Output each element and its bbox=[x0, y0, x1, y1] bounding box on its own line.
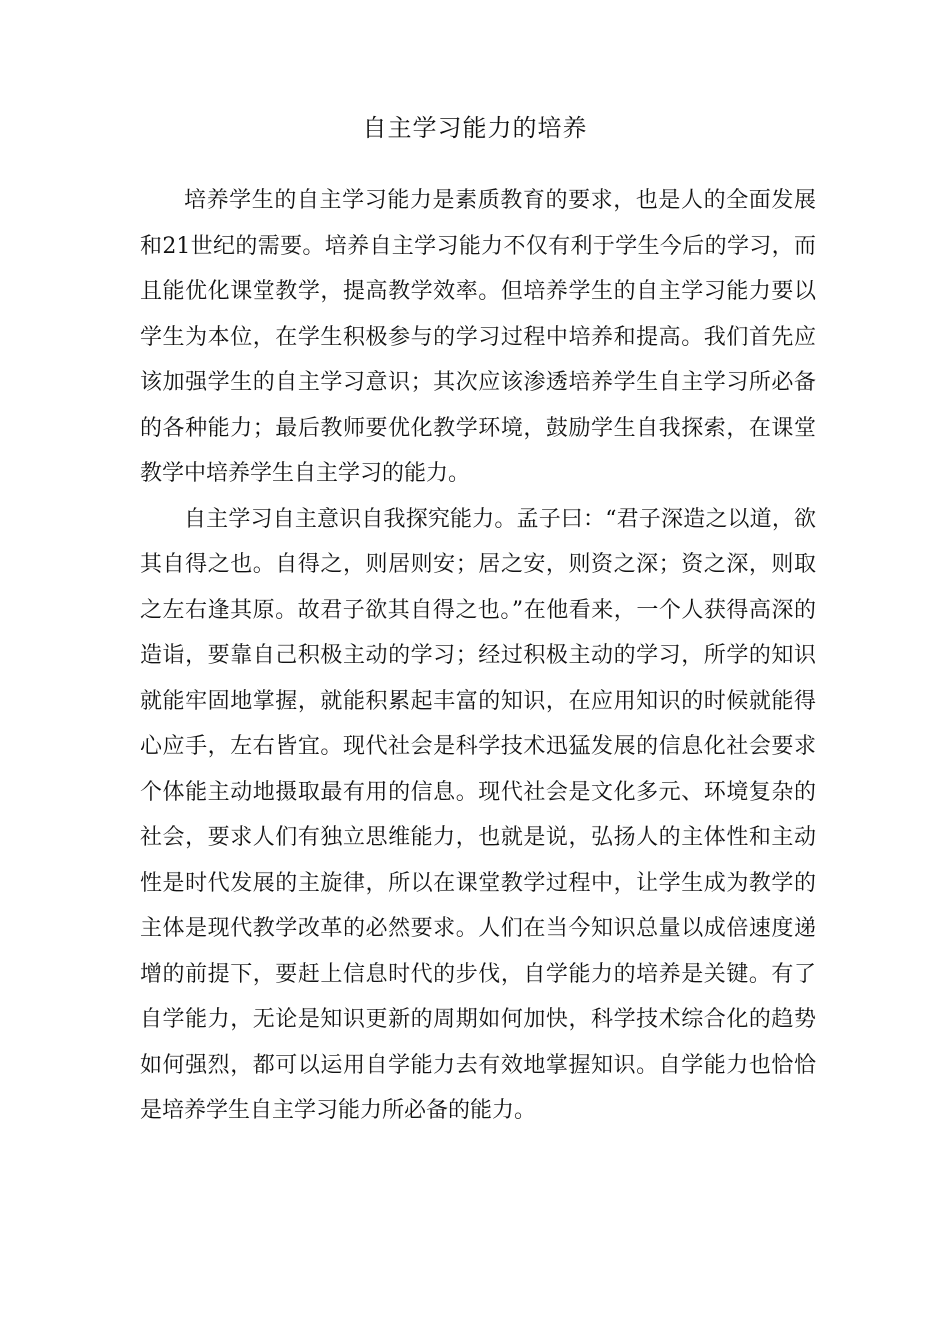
paragraph-2: 自主学习自主意识自我探究能力。孟子曰：“君子深造之以道，欲其自得之也。自得之，则居则安；居之安，则资之深；资之深，则取之左右逢其原。故君子欲其自得之也。”在他看来，一个人获得高深的造诣，要靠自己积极主动的学习；经过积极主动的学习，所学的知识就能牢固地掌握，就能积累起丰富的知识，在应用知识的时候就能得心应手，左右皆宜。现代社会是科学技术迅猛发展的信息化社会要求个体能主动地摄取最有用的信息。现代社会是文化多元、环境复杂的社会，要求人们有独立思维能力，也就是说，弘扬人的主体性和主动性是时代发展的主旋律，所以在课堂教学过程中，让学生成为教学的主体是现代教学改革的必然要求。人们在当今知识总量以成倍速度递增的前提下，要赶上信息时代的步伐，自学能力的培养是关键。有了自学能力，无论是知识更新的周期如何加快，科学技术综合化的趋势如何强烈，都可以运用自学能力去有效地掌握知识。自学能力也恰恰是培养学生自主学习能力所必备的能力。 bbox=[140, 506, 816, 1123]
document-body bbox=[140, 178, 816, 1134]
paragraph-1: 培养学生的自主学习能力是素质教育的要求，也是人的全面发展和21世纪的需要。培养自主学习能力不仅有利于学生今后的学习，而且能优化课堂教学，提高教学效率。但培养学生的自主学习能力要以学生为本位，在学生积极参与的学习过程中培养和提高。我们首先应该加强学生的自主学习意识；其次应该渗透培养学生自主学习所必备的各种能力；最后教师要优化教学环境，鼓励学生自我探索，在课堂教学中培养学生自主学习的能力。 bbox=[140, 188, 816, 486]
document-title: 自主学习能力的培养 bbox=[362, 114, 588, 142]
